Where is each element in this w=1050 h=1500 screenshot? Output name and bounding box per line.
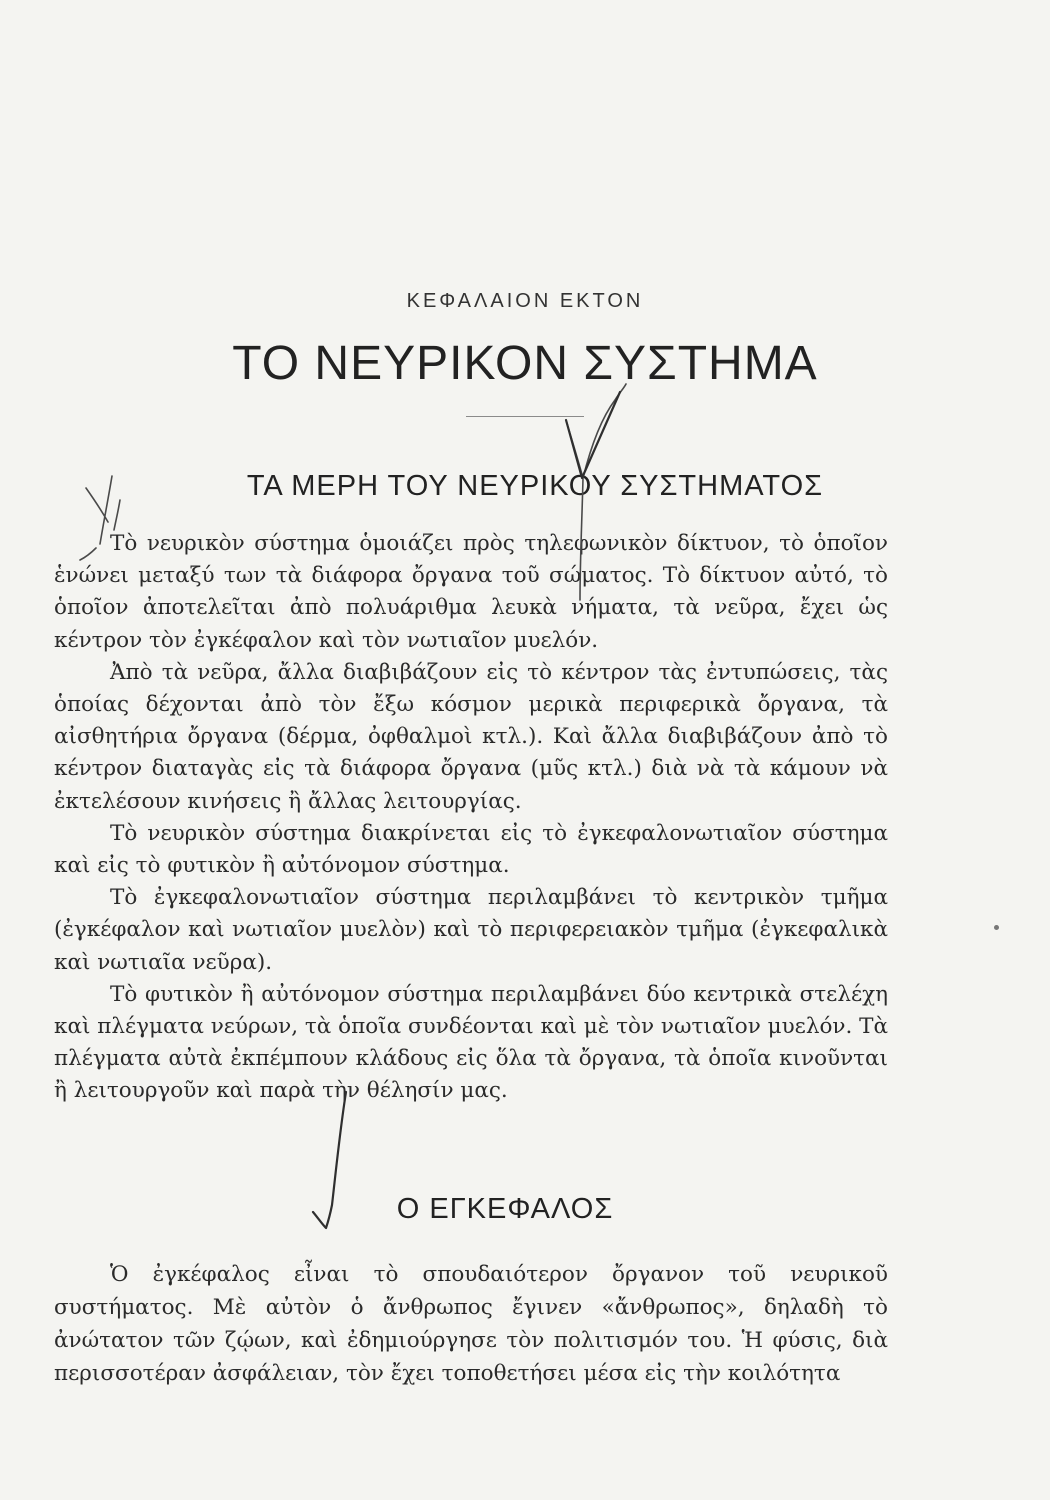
section-body-parts (54, 528, 888, 1108)
paragraph: Τὸ νευρικὸν σύστημα ὁμοιάζει πρὸς τηλεφωνικὸν δίκτυον, τὸ ὁποῖον ἑνώνει μεταξύ των τὰ διάφορα ὄργανα τοῦ σώματος. Τὸ δίκτυον αὐτό, τὸ ὁποῖον ἀποτελεῖται ἀπὸ πολυάριθμα λευκὰ νήματα, τὰ νεῦρα, ἔχει ὡς κέντρον τὸν ἐγκέφαλον καὶ τὸν νωτιαῖον μυελόν. (54, 531, 888, 653)
chapter-label: ΚΕΦΑΛΑΙΟΝ ΕΚΤΟΝ (406, 290, 644, 312)
paragraph: Τὸ νευρικὸν σύστημα διακρίνεται εἰς τὸ ἐγκεφαλονωτιαῖον σύστημα καὶ εἰς τὸ φυτικὸν ἢ αὐτόνομον σύστημα. (54, 820, 888, 879)
paragraph: Ἀπὸ τὰ νεῦρα, ἄλλα διαβιβάζουν εἰς τὸ κέντρον τὰς ἐντυπώσεις, τὰς ὁποίας δέχονται ἀπὸ τὸν ἔξω κόσμον μερικὰ περιφερικὰ ὄργανα, τὰ αἰσθητήρια ὄργανα (δέρμα, ὀφθαλμοὶ κτλ.). Καὶ ἄλλα διαβιβάζουν ἀπὸ τὸ κέντρον διαταγὰς εἰς τὰ διάφορα ὄργανα (μῦς κτλ.) διὰ νὰ τὰ κάμουν νὰ ἐκτελέσουν κινήσεις ἢ ἄλλας λειτουργίας. (54, 659, 888, 814)
paragraph: Ὁ ἐγκέφαλος εἶναι τὸ σπουδαιότερον ὄργανον τοῦ νευρικοῦ συστήματος. Μὲ αὐτὸν ὁ ἄνθρωπος ἔγινεν «ἄνθρωπος», δηλαδὴ τὸ ἀνώτατον τῶν ζῴων, καὶ ἐδημιούργησε τὸν πολιτισμόν του. Ἡ φύσις, διὰ περισσοτέραν ἀσφάλειαν, τὸν ἔχει τοποθετήσει μέσα εἰς τὴν κοιλότητα (54, 1262, 888, 1386)
check-mark-top (566, 392, 620, 478)
section-heading-parts: ΤΑ ΜΕΡΗ ΤΟΥ ΝΕΥΡΙΚΟΥ ΣΥΣΤΗΜΑΤΟΣ (246, 470, 824, 502)
section-heading-brain: Ο ΕΓΚΕΦΑΛΟΣ (396, 1193, 614, 1225)
section-body-brain (54, 1258, 888, 1390)
page-speck (994, 925, 999, 930)
paragraph: Τὸ φυτικὸν ἢ αὐτόνομον σύστημα περιλαμβάνει δύο κεντρικὰ στελέχη καὶ πλέγματα νεύρων, τὰ ὁποῖα συνδέονται καὶ μὲ τὸν νωτιαῖον μυελόν. Τὰ πλέγματα αὐτὰ ἐκπέμπουν κλάδους εἰς ὅλα τὰ ὄργανα, τὰ ὁποῖα κινοῦνται ἢ λειτουργοῦν καὶ παρὰ τὴν θέλησίν μας. (54, 981, 888, 1104)
title-divider (466, 416, 584, 417)
chapter-title: ΤΟ ΝΕΥΡΙΚΟΝ ΣΥΣΤΗΜΑ (232, 337, 818, 390)
paragraph: Τὸ ἐγκεφαλονωτιαῖον σύστημα περιλαμβάνει τὸ κεντρικὸν τμῆμα (ἐγκέφαλον καὶ νωτιαῖον μυελὸν) καὶ τὸ περιφερειακὸν τμῆμα (ἐγκεφαλικὰ καὶ νωτιαῖα νεῦρα). (54, 885, 888, 975)
